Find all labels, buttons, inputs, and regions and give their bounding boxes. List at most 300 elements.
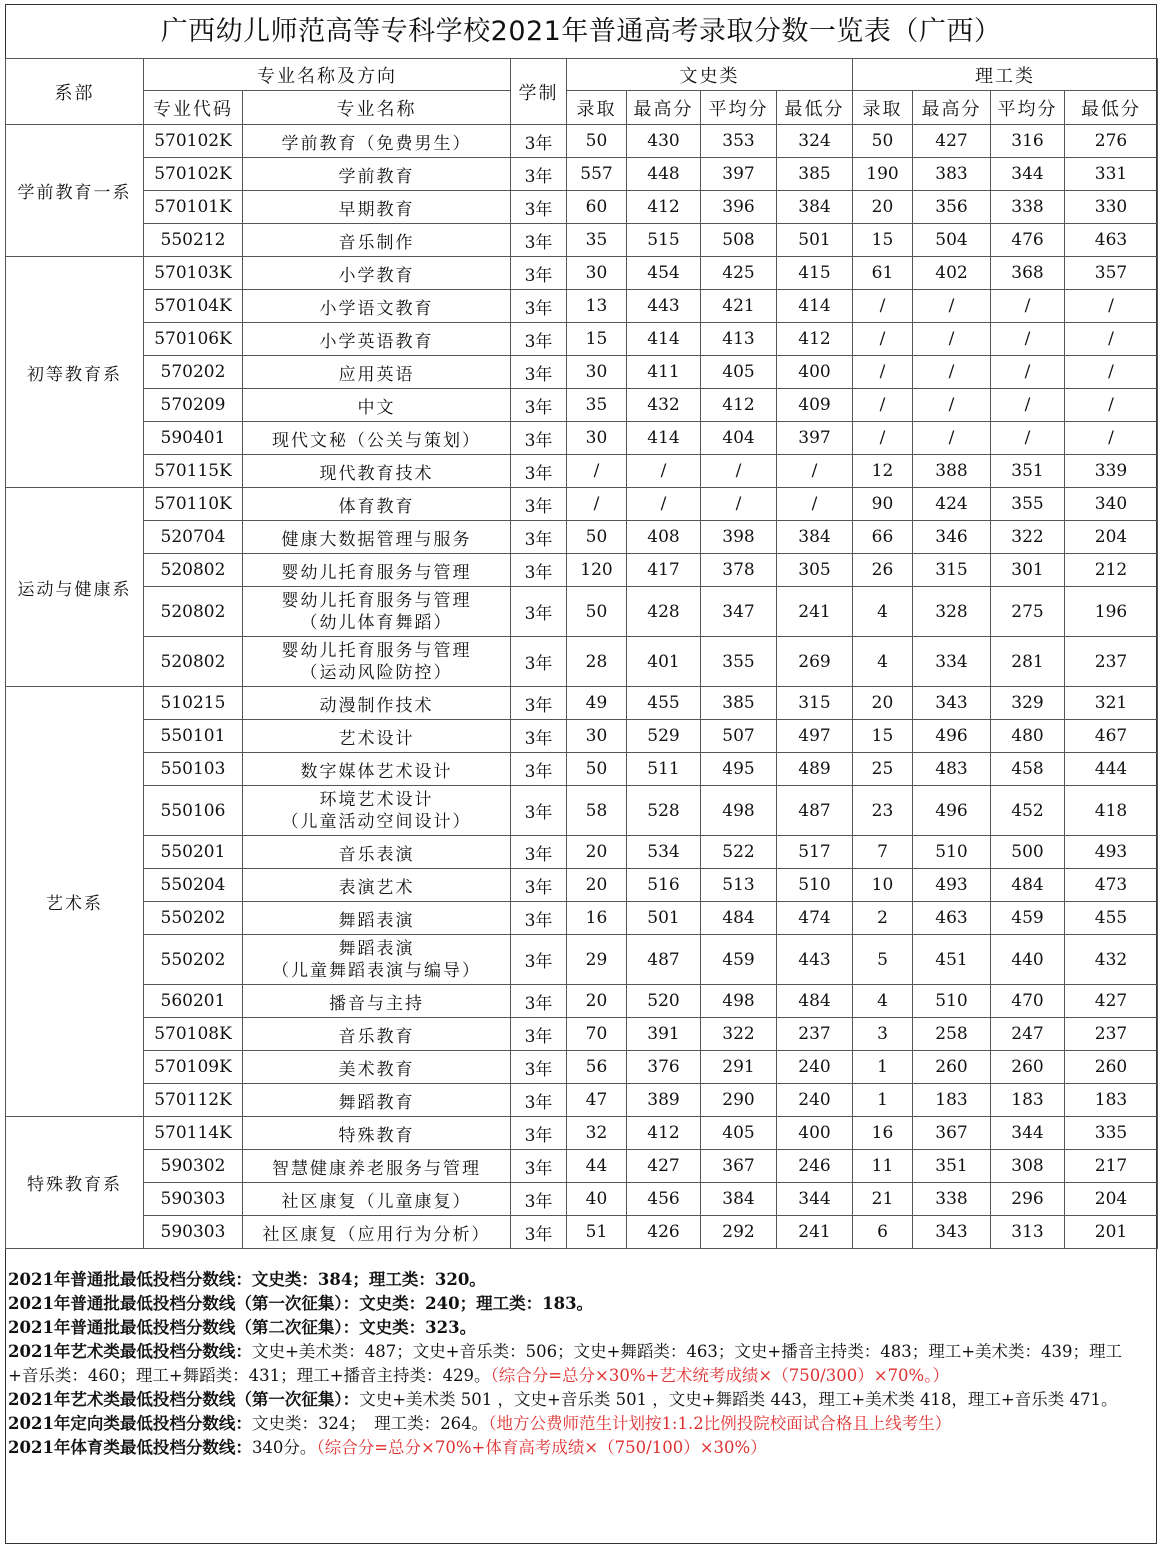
science-max-cell: 504 bbox=[913, 224, 991, 257]
major-code-cell: 550103 bbox=[144, 753, 243, 786]
arts-max-cell: 529 bbox=[627, 720, 701, 753]
arts-min-cell: 510 bbox=[777, 869, 853, 902]
science-min-cell: / bbox=[1065, 356, 1158, 389]
arts-min-cell: 269 bbox=[777, 637, 853, 687]
science-min-cell: / bbox=[1065, 323, 1158, 356]
science-admit-cell: 26 bbox=[853, 554, 913, 587]
arts-max-cell: 428 bbox=[627, 587, 701, 637]
arts-max-cell: / bbox=[627, 488, 701, 521]
major-name-line: 小学教育 bbox=[338, 265, 415, 286]
science-min-cell: 331 bbox=[1065, 158, 1158, 191]
science-admit-cell: 12 bbox=[853, 455, 913, 488]
science-avg-cell: 316 bbox=[991, 125, 1065, 158]
arts-min-cell: 487 bbox=[777, 786, 853, 836]
major-name-line: 特殊教育 bbox=[338, 1125, 415, 1146]
science-max-cell: / bbox=[913, 356, 991, 389]
header-arts-max: 最高分 bbox=[627, 91, 701, 125]
duration-cell: 3年 bbox=[511, 290, 567, 323]
arts-max-cell: 516 bbox=[627, 869, 701, 902]
science-min-cell: 201 bbox=[1065, 1216, 1158, 1249]
arts-avg-cell: 367 bbox=[701, 1150, 777, 1183]
major-name-line: 数字媒体艺术设计 bbox=[300, 761, 453, 782]
arts-avg-cell: 498 bbox=[701, 786, 777, 836]
science-avg-cell: 476 bbox=[991, 224, 1065, 257]
arts-admit-cell: 50 bbox=[567, 753, 627, 786]
major-code-cell: 550202 bbox=[144, 902, 243, 935]
arts-max-cell: / bbox=[627, 455, 701, 488]
science-avg-cell: 322 bbox=[991, 521, 1065, 554]
major-code-cell: 570106K bbox=[144, 323, 243, 356]
duration-cell: 3年 bbox=[511, 323, 567, 356]
table-row bbox=[6, 1150, 1158, 1183]
science-admit-cell: 15 bbox=[853, 720, 913, 753]
major-name-line: 社区康复（应用行为分析） bbox=[262, 1224, 491, 1245]
science-max-cell: 496 bbox=[913, 786, 991, 836]
arts-admit-cell: 20 bbox=[567, 836, 627, 869]
arts-avg-cell: 405 bbox=[701, 356, 777, 389]
arts-avg-cell: 355 bbox=[701, 637, 777, 687]
arts-avg-cell: 353 bbox=[701, 125, 777, 158]
science-min-cell: / bbox=[1065, 422, 1158, 455]
science-avg-cell: 344 bbox=[991, 158, 1065, 191]
arts-max-cell: 456 bbox=[627, 1183, 701, 1216]
major-name-cell bbox=[243, 455, 511, 488]
arts-avg-cell: 413 bbox=[701, 323, 777, 356]
arts-admit-cell: 40 bbox=[567, 1183, 627, 1216]
science-max-cell: 496 bbox=[913, 720, 991, 753]
arts-avg-cell: 378 bbox=[701, 554, 777, 587]
major-name-line: 婴幼儿托育服务与管理 bbox=[281, 640, 472, 661]
arts-admit-cell: 50 bbox=[567, 587, 627, 637]
duration-cell: 3年 bbox=[511, 902, 567, 935]
arts-avg-cell: 384 bbox=[701, 1183, 777, 1216]
science-avg-cell: / bbox=[991, 356, 1065, 389]
science-avg-cell: 480 bbox=[991, 720, 1065, 753]
science-max-cell: 510 bbox=[913, 985, 991, 1018]
arts-min-cell: 409 bbox=[777, 389, 853, 422]
major-code-cell: 570114K bbox=[144, 1117, 243, 1150]
arts-min-cell: 397 bbox=[777, 422, 853, 455]
header-dept: 系部 bbox=[6, 59, 144, 125]
science-avg-cell: 338 bbox=[991, 191, 1065, 224]
arts-min-cell: 324 bbox=[777, 125, 853, 158]
arts-min-cell: 414 bbox=[777, 290, 853, 323]
science-max-cell: 383 bbox=[913, 158, 991, 191]
arts-max-cell: 443 bbox=[627, 290, 701, 323]
science-avg-cell: 452 bbox=[991, 786, 1065, 836]
arts-admit-cell: 44 bbox=[567, 1150, 627, 1183]
science-admit-cell: 2 bbox=[853, 902, 913, 935]
duration-cell: 3年 bbox=[511, 637, 567, 687]
major-name-cell bbox=[243, 985, 511, 1018]
arts-max-cell: 534 bbox=[627, 836, 701, 869]
major-name-line: 中文 bbox=[357, 397, 396, 418]
arts-min-cell: 240 bbox=[777, 1084, 853, 1117]
science-avg-cell: 355 bbox=[991, 488, 1065, 521]
table-row bbox=[6, 554, 1158, 587]
arts-avg-cell: 396 bbox=[701, 191, 777, 224]
science-avg-cell: 368 bbox=[991, 257, 1065, 290]
arts-avg-cell: 459 bbox=[701, 935, 777, 985]
science-admit-cell: 4 bbox=[853, 985, 913, 1018]
duration-cell: 3年 bbox=[511, 224, 567, 257]
arts-max-cell: 376 bbox=[627, 1051, 701, 1084]
science-admit-cell: / bbox=[853, 389, 913, 422]
arts-max-cell: 426 bbox=[627, 1216, 701, 1249]
note-heading: 2021年普通批最低投档分数线（第一次征集）：文史类：240；理工类：183。 bbox=[8, 1294, 594, 1313]
arts-max-cell: 427 bbox=[627, 1150, 701, 1183]
score-table bbox=[5, 58, 1158, 1249]
table-row bbox=[6, 389, 1158, 422]
major-code-cell: 520802 bbox=[144, 587, 243, 637]
arts-avg-cell: 513 bbox=[701, 869, 777, 902]
science-max-cell: / bbox=[913, 422, 991, 455]
science-min-cell: 335 bbox=[1065, 1117, 1158, 1150]
arts-min-cell: 474 bbox=[777, 902, 853, 935]
science-avg-cell: 484 bbox=[991, 869, 1065, 902]
science-min-cell: 463 bbox=[1065, 224, 1158, 257]
table-row bbox=[6, 356, 1158, 389]
table-row bbox=[6, 753, 1158, 786]
science-admit-cell: 1 bbox=[853, 1051, 913, 1084]
science-avg-cell: 260 bbox=[991, 1051, 1065, 1084]
science-avg-cell: 344 bbox=[991, 1117, 1065, 1150]
arts-avg-cell: 522 bbox=[701, 836, 777, 869]
table-row bbox=[6, 1018, 1158, 1051]
arts-avg-cell: 405 bbox=[701, 1117, 777, 1150]
science-avg-cell: 313 bbox=[991, 1216, 1065, 1249]
science-admit-cell: 3 bbox=[853, 1018, 913, 1051]
arts-min-cell: 501 bbox=[777, 224, 853, 257]
major-code-cell: 550212 bbox=[144, 224, 243, 257]
table-row bbox=[6, 869, 1158, 902]
major-name-cell bbox=[243, 521, 511, 554]
arts-min-cell: / bbox=[777, 488, 853, 521]
arts-max-cell: 501 bbox=[627, 902, 701, 935]
science-avg-cell: 247 bbox=[991, 1018, 1065, 1051]
note-text: 文史+美术类：487；文史+音乐类：506；文史+舞蹈类：463；文史+播音主持类：483；理工+美术类：439；理工+音乐类：460；理工+舞蹈类：431；理工+播音主持类：429。 bbox=[8, 1342, 1123, 1385]
science-admit-cell: 15 bbox=[853, 224, 913, 257]
arts-min-cell: 315 bbox=[777, 687, 853, 720]
major-name-cell bbox=[243, 687, 511, 720]
arts-admit-cell: 35 bbox=[567, 224, 627, 257]
arts-admit-cell: 51 bbox=[567, 1216, 627, 1249]
header-arts-admit: 录取 bbox=[567, 91, 627, 125]
major-name-cell bbox=[243, 290, 511, 323]
note-line bbox=[8, 1268, 1152, 1292]
duration-cell: 3年 bbox=[511, 488, 567, 521]
science-admit-cell: 190 bbox=[853, 158, 913, 191]
science-avg-cell: 281 bbox=[991, 637, 1065, 687]
dept-cell: 艺术系 bbox=[6, 687, 144, 1117]
science-max-cell: 346 bbox=[913, 521, 991, 554]
arts-admit-cell: 557 bbox=[567, 158, 627, 191]
major-code-cell: 590303 bbox=[144, 1216, 243, 1249]
major-name-cell bbox=[243, 224, 511, 257]
major-name-cell bbox=[243, 257, 511, 290]
major-name-line: 美术教育 bbox=[338, 1059, 415, 1080]
header-science-avg: 平均分 bbox=[991, 91, 1065, 125]
arts-min-cell: 241 bbox=[777, 1216, 853, 1249]
table-row bbox=[6, 488, 1158, 521]
major-code-cell: 550202 bbox=[144, 935, 243, 985]
major-name-line: 现代教育技术 bbox=[319, 463, 434, 484]
major-name-cell bbox=[243, 1150, 511, 1183]
note-remark: （地方公费师范生计划按1:1.2比例投院校面试合格且上线考生） bbox=[488, 1414, 952, 1433]
major-name-cell bbox=[243, 1117, 511, 1150]
note-text: 340分。 bbox=[251, 1438, 317, 1457]
science-max-cell: 356 bbox=[913, 191, 991, 224]
major-name-line: 现代文秘（公关与策划） bbox=[272, 430, 481, 451]
science-admit-cell: 23 bbox=[853, 786, 913, 836]
header-arts-avg: 平均分 bbox=[701, 91, 777, 125]
major-name-line: 学前教育（免费男生） bbox=[281, 133, 472, 154]
duration-cell: 3年 bbox=[511, 125, 567, 158]
science-max-cell: 493 bbox=[913, 869, 991, 902]
duration-cell: 3年 bbox=[511, 1051, 567, 1084]
arts-admit-cell: 20 bbox=[567, 985, 627, 1018]
major-name-line: 音乐制作 bbox=[338, 232, 415, 253]
arts-admit-cell: 28 bbox=[567, 637, 627, 687]
dept-cell: 学前教育一系 bbox=[6, 125, 144, 257]
science-min-cell: 339 bbox=[1065, 455, 1158, 488]
science-avg-cell: 351 bbox=[991, 455, 1065, 488]
table-row bbox=[6, 720, 1158, 753]
dept-cell: 初等教育系 bbox=[6, 257, 144, 488]
arts-admit-cell: / bbox=[567, 455, 627, 488]
note-text: 文史+美术类 501 ，文史+音乐类 501 ，文史+舞蹈类 443，理工+美术类 418，理工+音乐类 471。 bbox=[359, 1390, 1118, 1409]
science-max-cell: 315 bbox=[913, 554, 991, 587]
notes-section bbox=[8, 1268, 1152, 1460]
science-admit-cell: 25 bbox=[853, 753, 913, 786]
table-row bbox=[6, 455, 1158, 488]
science-avg-cell: 500 bbox=[991, 836, 1065, 869]
arts-max-cell: 430 bbox=[627, 125, 701, 158]
major-name-line: 婴幼儿托育服务与管理 bbox=[281, 562, 472, 583]
science-admit-cell: 66 bbox=[853, 521, 913, 554]
arts-min-cell: 489 bbox=[777, 753, 853, 786]
science-admit-cell: / bbox=[853, 290, 913, 323]
science-max-cell: 483 bbox=[913, 753, 991, 786]
science-min-cell: / bbox=[1065, 290, 1158, 323]
table-row bbox=[6, 985, 1158, 1018]
major-code-cell: 570108K bbox=[144, 1018, 243, 1051]
major-name-line: 健康大数据管理与服务 bbox=[281, 529, 472, 550]
science-max-cell: 343 bbox=[913, 687, 991, 720]
science-admit-cell: 11 bbox=[853, 1150, 913, 1183]
header-duration: 学制 bbox=[511, 59, 567, 125]
arts-avg-cell: / bbox=[701, 488, 777, 521]
arts-min-cell: 305 bbox=[777, 554, 853, 587]
major-name-line: 智慧健康养老服务与管理 bbox=[272, 1158, 481, 1179]
science-max-cell: / bbox=[913, 389, 991, 422]
arts-max-cell: 412 bbox=[627, 191, 701, 224]
arts-admit-cell: 30 bbox=[567, 720, 627, 753]
major-name-cell bbox=[243, 587, 511, 637]
table-row bbox=[6, 125, 1158, 158]
table-row bbox=[6, 191, 1158, 224]
arts-min-cell: 400 bbox=[777, 1117, 853, 1150]
duration-cell: 3年 bbox=[511, 786, 567, 836]
table-row bbox=[6, 158, 1158, 191]
major-name-cell bbox=[243, 902, 511, 935]
science-max-cell: 334 bbox=[913, 637, 991, 687]
arts-min-cell: 237 bbox=[777, 1018, 853, 1051]
major-code-cell: 570102K bbox=[144, 125, 243, 158]
table-row bbox=[6, 637, 1158, 687]
table-row bbox=[6, 323, 1158, 356]
arts-max-cell: 389 bbox=[627, 1084, 701, 1117]
table-row bbox=[6, 257, 1158, 290]
major-code-cell: 570103K bbox=[144, 257, 243, 290]
science-min-cell: 212 bbox=[1065, 554, 1158, 587]
major-name-line: （运动风险防控） bbox=[300, 662, 453, 683]
major-name-line: 小学英语教育 bbox=[319, 331, 434, 352]
major-name-line: 音乐表演 bbox=[338, 844, 415, 865]
arts-min-cell: 484 bbox=[777, 985, 853, 1018]
table-row bbox=[6, 1183, 1158, 1216]
arts-min-cell: 412 bbox=[777, 323, 853, 356]
arts-admit-cell: 35 bbox=[567, 389, 627, 422]
arts-avg-cell: 397 bbox=[701, 158, 777, 191]
science-admit-cell: 16 bbox=[853, 1117, 913, 1150]
major-name-cell bbox=[243, 836, 511, 869]
major-name-line: 小学语文教育 bbox=[319, 298, 434, 319]
table-row bbox=[6, 422, 1158, 455]
science-min-cell: / bbox=[1065, 389, 1158, 422]
arts-admit-cell: 70 bbox=[567, 1018, 627, 1051]
duration-cell: 3年 bbox=[511, 1084, 567, 1117]
duration-cell: 3年 bbox=[511, 257, 567, 290]
arts-admit-cell: 120 bbox=[567, 554, 627, 587]
science-admit-cell: 20 bbox=[853, 687, 913, 720]
science-avg-cell: 275 bbox=[991, 587, 1065, 637]
table-row bbox=[6, 1084, 1158, 1117]
arts-admit-cell: 58 bbox=[567, 786, 627, 836]
arts-max-cell: 487 bbox=[627, 935, 701, 985]
major-name-cell bbox=[243, 869, 511, 902]
arts-avg-cell: 290 bbox=[701, 1084, 777, 1117]
arts-avg-cell: 385 bbox=[701, 687, 777, 720]
major-name-cell bbox=[243, 191, 511, 224]
major-name-cell bbox=[243, 422, 511, 455]
arts-max-cell: 417 bbox=[627, 554, 701, 587]
table-row bbox=[6, 1117, 1158, 1150]
major-code-cell: 550204 bbox=[144, 869, 243, 902]
major-name-line: 婴幼儿托育服务与管理 bbox=[281, 590, 472, 611]
major-name-line: 体育教育 bbox=[338, 496, 415, 517]
major-name-line: 音乐教育 bbox=[338, 1026, 415, 1047]
arts-admit-cell: / bbox=[567, 488, 627, 521]
arts-admit-cell: 60 bbox=[567, 191, 627, 224]
arts-admit-cell: 15 bbox=[567, 323, 627, 356]
science-max-cell: 328 bbox=[913, 587, 991, 637]
science-max-cell: 343 bbox=[913, 1216, 991, 1249]
science-avg-cell: 458 bbox=[991, 753, 1065, 786]
science-max-cell: 351 bbox=[913, 1150, 991, 1183]
arts-avg-cell: 292 bbox=[701, 1216, 777, 1249]
arts-min-cell: 443 bbox=[777, 935, 853, 985]
arts-avg-cell: 425 bbox=[701, 257, 777, 290]
science-admit-cell: 61 bbox=[853, 257, 913, 290]
arts-min-cell: 415 bbox=[777, 257, 853, 290]
note-heading: 2021年艺术类最低投档分数线（第一次征集）： bbox=[8, 1390, 360, 1409]
major-code-cell: 590302 bbox=[144, 1150, 243, 1183]
science-min-cell: 427 bbox=[1065, 985, 1158, 1018]
science-min-cell: 418 bbox=[1065, 786, 1158, 836]
note-line bbox=[8, 1292, 1152, 1316]
duration-cell: 3年 bbox=[511, 1150, 567, 1183]
note-remark: （综合分=总分×30%+艺术统考成绩×（750/300）×70%。） bbox=[490, 1366, 949, 1385]
science-max-cell: 427 bbox=[913, 125, 991, 158]
major-name-cell bbox=[243, 753, 511, 786]
science-max-cell: 258 bbox=[913, 1018, 991, 1051]
science-admit-cell: 7 bbox=[853, 836, 913, 869]
table-row bbox=[6, 1051, 1158, 1084]
science-min-cell: 455 bbox=[1065, 902, 1158, 935]
science-min-cell: 196 bbox=[1065, 587, 1158, 637]
header-science-min: 最低分 bbox=[1065, 91, 1158, 125]
arts-avg-cell: 508 bbox=[701, 224, 777, 257]
science-avg-cell: 329 bbox=[991, 687, 1065, 720]
science-admit-cell: / bbox=[853, 323, 913, 356]
header-arts: 文史类 bbox=[567, 59, 853, 91]
science-avg-cell: 183 bbox=[991, 1084, 1065, 1117]
arts-min-cell: 344 bbox=[777, 1183, 853, 1216]
science-admit-cell: 4 bbox=[853, 587, 913, 637]
major-name-cell bbox=[243, 935, 511, 985]
header-science-admit: 录取 bbox=[853, 91, 913, 125]
major-name-cell bbox=[243, 720, 511, 753]
major-name-line: 舞蹈表演 bbox=[338, 910, 415, 931]
major-name-line: 表演艺术 bbox=[338, 877, 415, 898]
major-name-line: （幼儿体育舞蹈） bbox=[300, 612, 453, 633]
science-min-cell: 183 bbox=[1065, 1084, 1158, 1117]
major-code-cell: 570109K bbox=[144, 1051, 243, 1084]
arts-max-cell: 412 bbox=[627, 1117, 701, 1150]
science-max-cell: 510 bbox=[913, 836, 991, 869]
arts-admit-cell: 50 bbox=[567, 125, 627, 158]
science-max-cell: 451 bbox=[913, 935, 991, 985]
arts-min-cell: 400 bbox=[777, 356, 853, 389]
major-name-cell bbox=[243, 125, 511, 158]
science-min-cell: 473 bbox=[1065, 869, 1158, 902]
science-min-cell: 467 bbox=[1065, 720, 1158, 753]
arts-avg-cell: 498 bbox=[701, 985, 777, 1018]
science-max-cell: 338 bbox=[913, 1183, 991, 1216]
arts-max-cell: 401 bbox=[627, 637, 701, 687]
major-name-cell bbox=[243, 786, 511, 836]
arts-min-cell: 385 bbox=[777, 158, 853, 191]
arts-min-cell: 384 bbox=[777, 521, 853, 554]
arts-admit-cell: 20 bbox=[567, 869, 627, 902]
major-name-cell bbox=[243, 1183, 511, 1216]
science-min-cell: 276 bbox=[1065, 125, 1158, 158]
major-name-cell bbox=[243, 389, 511, 422]
arts-admit-cell: 50 bbox=[567, 521, 627, 554]
note-remark: （综合分=总分×70%+体育高考成绩×（750/100）×30%） bbox=[316, 1438, 767, 1457]
arts-max-cell: 414 bbox=[627, 323, 701, 356]
science-min-cell: 493 bbox=[1065, 836, 1158, 869]
major-name-cell bbox=[243, 488, 511, 521]
science-max-cell: / bbox=[913, 323, 991, 356]
header-arts-min: 最低分 bbox=[777, 91, 853, 125]
page-title: 广西幼儿师范高等专科学校2021年普通高考录取分数一览表（广西） bbox=[5, 4, 1157, 59]
major-name-line: 舞蹈表演 bbox=[338, 938, 415, 959]
note-heading: 2021年艺术类最低投档分数线： bbox=[8, 1342, 252, 1361]
science-max-cell: 424 bbox=[913, 488, 991, 521]
note-heading: 2021年定向类最低投档分数线： bbox=[8, 1414, 252, 1433]
